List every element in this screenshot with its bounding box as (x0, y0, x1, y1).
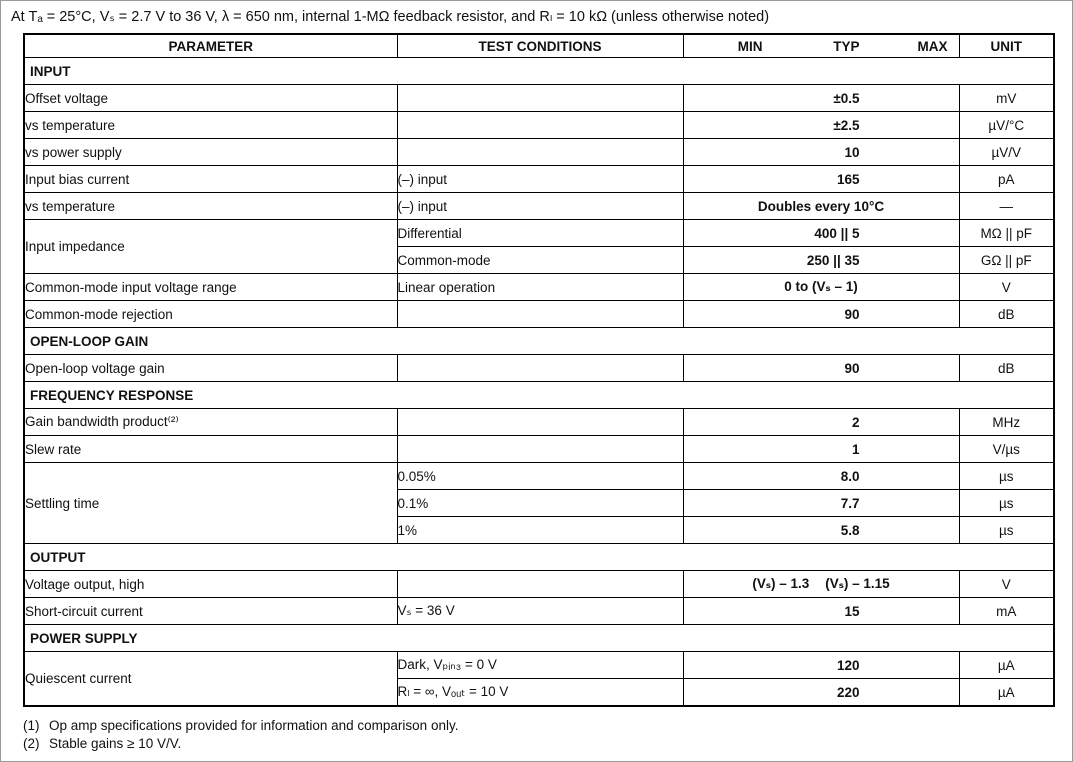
typ-value: 400 || 5 (814, 225, 860, 241)
values-cell (683, 85, 959, 112)
typ-value: ±2.5 (833, 117, 860, 133)
condition-cell: Rₗ = ∞, Vₒᵤₜ = 10 V (397, 679, 683, 707)
table-row (24, 571, 1054, 598)
footnote-number: (2) (23, 736, 40, 751)
condition-cell (397, 139, 683, 166)
footnote-2 (23, 735, 1072, 753)
param-cell: Short-circuit current (24, 598, 397, 625)
col-header-test-conditions: TEST CONDITIONS (397, 34, 683, 58)
section-row-open-loop-gain (24, 328, 1054, 355)
table-row (24, 355, 1054, 382)
values-cell (683, 463, 959, 490)
typ-value: 15 (844, 603, 860, 619)
unit-cell: V/µs (959, 436, 1054, 463)
param-cell: Input bias current (24, 166, 397, 193)
unit-cell: mV (959, 85, 1054, 112)
unit-cell: V (959, 571, 1054, 598)
col-header-parameter: PARAMETER (24, 34, 397, 58)
section-label: OUTPUT (24, 544, 1054, 571)
spec-table (23, 33, 1055, 707)
section-label: FREQUENCY RESPONSE (24, 382, 1054, 409)
table-row (24, 301, 1054, 328)
values-cell (683, 247, 959, 274)
unit-cell: — (959, 193, 1054, 220)
unit-cell: µs (959, 517, 1054, 544)
footnote-number: (1) (23, 718, 40, 733)
condition-cell: Dark, Vₚᵢₙ₃ = 0 V (397, 652, 683, 679)
test-conditions-note: At Tₐ = 25°C, Vₛ = 2.7 V to 36 V, λ = 650 nm, internal 1-MΩ feedback resistor, and Rₗ = 10 kΩ (unless otherwise noted) (11, 9, 770, 25)
condition-cell (397, 355, 683, 382)
values-cell (683, 409, 959, 436)
unit-cell: µs (959, 490, 1054, 517)
typ-value: 10 (844, 144, 860, 160)
param-cell: Open-loop voltage gain (24, 355, 397, 382)
param-cell: vs temperature (24, 112, 397, 139)
table-row (24, 598, 1054, 625)
values-cell (683, 220, 959, 247)
values-cell (683, 112, 959, 139)
spanning-value: 0 to (Vₛ – 1) (784, 279, 858, 294)
values-cell (683, 436, 959, 463)
values-cell (683, 598, 959, 625)
typ-value: 8.0 (840, 468, 860, 484)
section-label: POWER SUPPLY (24, 625, 1054, 652)
table-row (24, 220, 1054, 247)
unit-cell: dB (959, 355, 1054, 382)
section-label: INPUT (24, 58, 1054, 85)
table-row (24, 652, 1054, 679)
col-header-typ: TYP (833, 38, 860, 54)
table-row (24, 166, 1054, 193)
condition-cell (397, 112, 683, 139)
param-cell: Offset voltage (24, 85, 397, 112)
typ-value: 120 (836, 657, 860, 673)
condition-cell: Differential (397, 220, 683, 247)
values-cell (683, 139, 959, 166)
condition-cell: Common-mode (397, 247, 683, 274)
header-row (24, 34, 1054, 58)
table-row (24, 193, 1054, 220)
param-cell: vs power supply (24, 139, 397, 166)
unit-cell: dB (959, 301, 1054, 328)
section-row-frequency-response (24, 382, 1054, 409)
min-value: (Vₛ) – 1.3 (752, 576, 810, 591)
table-row (24, 85, 1054, 112)
typ-value: 1 (851, 441, 860, 457)
param-cell: Slew rate (24, 436, 397, 463)
unit-cell: pA (959, 166, 1054, 193)
table-row (24, 139, 1054, 166)
condition-cell (397, 301, 683, 328)
footnotes (23, 717, 1072, 753)
param-cell: Common-mode input voltage range (24, 274, 397, 301)
typ-value: 2 (851, 414, 860, 430)
typ-value: 7.7 (840, 495, 860, 511)
typ-value: 250 || 35 (806, 252, 860, 268)
unit-cell: MΩ || pF (959, 220, 1054, 247)
param-cell: vs temperature (24, 193, 397, 220)
values-cell (683, 301, 959, 328)
table-row (24, 463, 1054, 490)
unit-cell: GΩ || pF (959, 247, 1054, 274)
unit-cell: V (959, 274, 1054, 301)
values-cell (683, 652, 959, 679)
footnote-1 (23, 717, 1072, 735)
condition-cell (397, 409, 683, 436)
condition-cell: 0.05% (397, 463, 683, 490)
condition-cell: (–) input (397, 193, 683, 220)
unit-cell: MHz (959, 409, 1054, 436)
condition-cell (397, 85, 683, 112)
param-cell: Common-mode rejection (24, 301, 397, 328)
condition-cell: Linear operation (397, 274, 683, 301)
section-row-output (24, 544, 1054, 571)
param-cell: Quiescent current (24, 652, 397, 707)
typ-value: 90 (844, 306, 860, 322)
unit-cell: µA (959, 679, 1054, 707)
col-header-min-typ-max (683, 34, 959, 58)
values-cell (683, 274, 959, 301)
param-cell: Settling time (24, 463, 397, 544)
unit-cell: µV/V (959, 139, 1054, 166)
condition-cell: 0.1% (397, 490, 683, 517)
typ-value: ±0.5 (833, 90, 860, 106)
spanning-value: Doubles every 10°C (757, 198, 885, 214)
param-cell: Gain bandwidth product⁽²⁾ (24, 409, 397, 436)
col-header-unit: UNIT (959, 34, 1054, 58)
condition-cell (397, 571, 683, 598)
unit-cell: µA (959, 652, 1054, 679)
section-row-power-supply (24, 625, 1054, 652)
table-row (24, 274, 1054, 301)
typ-value: 90 (844, 360, 860, 376)
table-row (24, 436, 1054, 463)
values-cell (683, 355, 959, 382)
param-cell: Input impedance (24, 220, 397, 274)
unit-cell: µV/°C (959, 112, 1054, 139)
typ-value: 220 (836, 684, 860, 700)
unit-cell: µs (959, 463, 1054, 490)
typ-value: 165 (836, 171, 860, 187)
unit-cell: mA (959, 598, 1054, 625)
col-header-max: MAX (917, 38, 948, 54)
typ-value: (Vₛ) – 1.15 (825, 576, 890, 591)
footnote-text: Stable gains ≥ 10 V/V. (49, 736, 182, 751)
values-cell (683, 571, 959, 598)
table-row (24, 112, 1054, 139)
col-header-min: MIN (737, 38, 763, 54)
condition-cell (397, 436, 683, 463)
table-row (24, 409, 1054, 436)
condition-cell: Vₛ = 36 V (397, 598, 683, 625)
values-cell (683, 193, 959, 220)
typ-value: 5.8 (840, 522, 860, 538)
param-cell: Voltage output, high (24, 571, 397, 598)
values-cell (683, 490, 959, 517)
section-label: OPEN-LOOP GAIN (24, 328, 1054, 355)
footnote-text: Op amp specifications provided for information and comparison only. (49, 718, 459, 733)
condition-cell: (–) input (397, 166, 683, 193)
values-cell (683, 517, 959, 544)
values-cell (683, 679, 959, 707)
values-cell (683, 166, 959, 193)
section-row-input (24, 58, 1054, 85)
condition-cell: 1% (397, 517, 683, 544)
